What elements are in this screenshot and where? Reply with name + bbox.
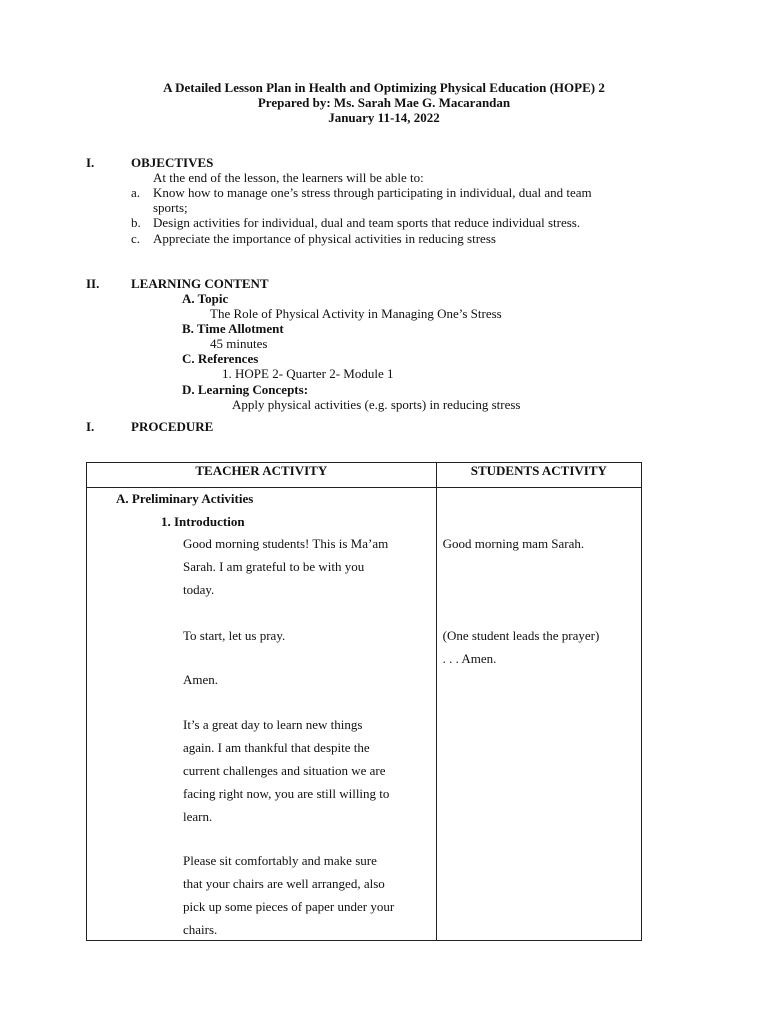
topic-value: The Role of Physical Activity in Managing One’s Stress	[210, 306, 502, 321]
teacher-line: Sarah. I am grateful to be with you	[183, 559, 365, 574]
teacher-line: Good morning students! This is Ma’am	[183, 536, 389, 551]
teacher-line: learn.	[183, 809, 213, 824]
table-row	[87, 488, 642, 941]
procedure-heading: PROCEDURE	[131, 419, 214, 434]
references-label: C. References	[182, 351, 259, 366]
objectives-heading: OBJECTIVES	[131, 155, 214, 170]
teacher-line: chairs.	[183, 922, 218, 937]
activity-table	[86, 462, 642, 941]
document-title: A Detailed Lesson Plan in Health and Optimizing Physical Education (HOPE) 2	[163, 80, 605, 95]
teacher-line: again. I am thankful that despite the	[183, 740, 370, 755]
objective-a-line-2: sports;	[153, 200, 188, 215]
student-line: . . . Amen.	[442, 651, 497, 666]
teacher-activity-header: TEACHER ACTIVITY	[87, 463, 437, 488]
objectives-numeral: I.	[86, 155, 95, 170]
teacher-line: Please sit comfortably and make sure	[183, 853, 377, 868]
objective-b-letter: b.	[131, 215, 141, 230]
references-value: 1. HOPE 2- Quarter 2- Module 1	[222, 366, 394, 381]
procedure-numeral: I.	[86, 419, 95, 434]
learning-content-heading: LEARNING CONTENT	[131, 276, 269, 291]
students-activity-cell	[436, 488, 641, 941]
teacher-line: today.	[183, 582, 215, 597]
student-line: Good morning mam Sarah.	[442, 536, 585, 551]
teacher-line: To start, let us pray.	[183, 628, 286, 643]
objective-a-line-1: Know how to manage one’s stress through participating in individual, dual and team	[153, 185, 592, 200]
teacher-line: current challenges and situation we are	[183, 763, 386, 778]
time-allotment-value: 45 minutes	[210, 336, 268, 351]
time-allotment-label: B. Time Allotment	[182, 321, 284, 336]
learning-concepts-label: D. Learning Concepts:	[182, 382, 309, 397]
objective-c-line-1: Appreciate the importance of physical activities in reducing stress	[153, 231, 496, 246]
teacher-activity-cell	[87, 488, 437, 941]
objective-c-letter: c.	[131, 231, 141, 246]
students-activity-header: STUDENTS ACTIVITY	[436, 463, 641, 488]
prepared-by: Prepared by: Ms. Sarah Mae G. Macarandan	[257, 95, 511, 110]
teacher-line: pick up some pieces of paper under your	[183, 899, 395, 914]
objective-b-line-1: Design activities for individual, dual and team sports that reduce individual stress.	[153, 215, 581, 230]
teacher-line: It’s a great day to learn new things	[183, 717, 363, 732]
teacher-line: that your chairs are well arranged, also	[183, 876, 385, 891]
student-line: (One student leads the prayer)	[442, 628, 600, 643]
objective-a-letter: a.	[131, 185, 141, 200]
preliminary-activities-heading: A. Preliminary Activities	[116, 491, 254, 506]
lesson-date: January 11-14, 2022	[328, 110, 440, 125]
introduction-heading: 1. Introduction	[161, 514, 245, 529]
learning-concepts-value: Apply physical activities (e.g. sports) in reducing stress	[232, 397, 521, 412]
table-header-row	[87, 463, 642, 488]
teacher-line: facing right now, you are still willing to	[183, 786, 390, 801]
topic-label: A. Topic	[182, 291, 229, 306]
objectives-intro: At the end of the lesson, the learners will be able to:	[153, 170, 424, 185]
teacher-line: Amen.	[183, 672, 219, 687]
learning-content-numeral: II.	[86, 276, 100, 291]
